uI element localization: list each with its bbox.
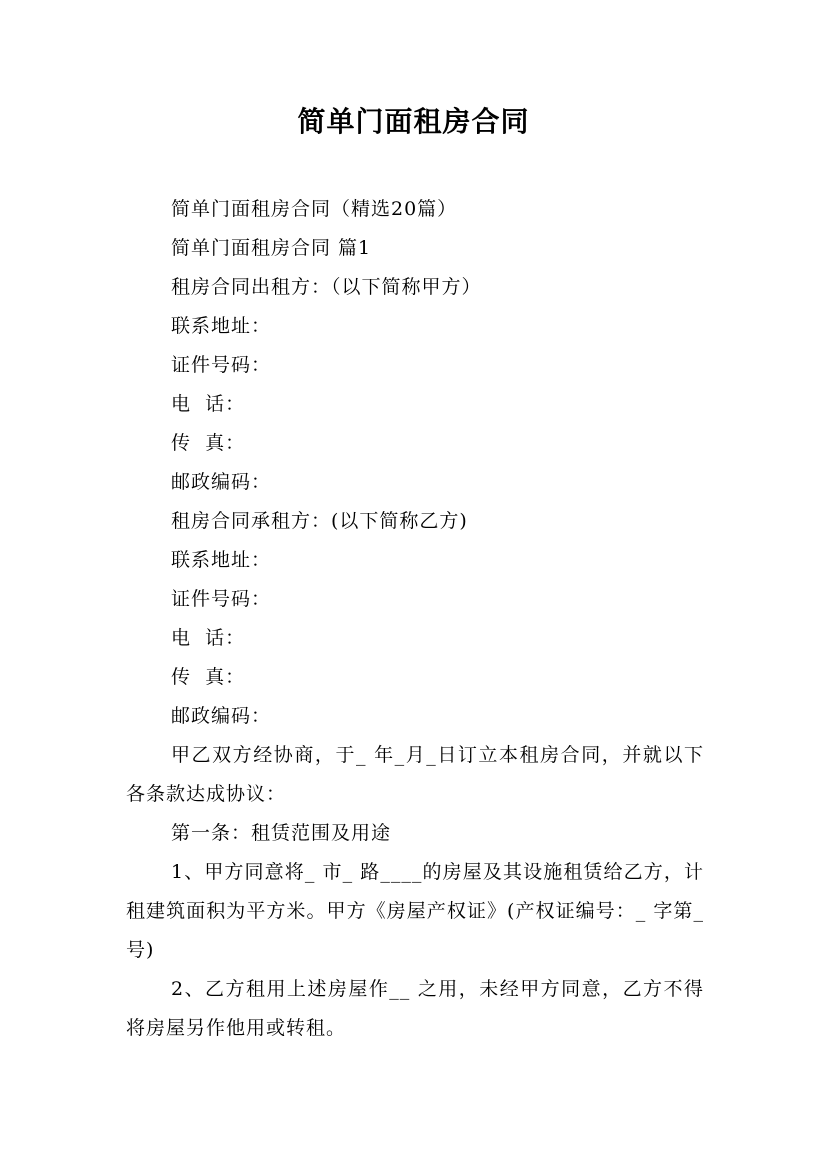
lessee-line: 租房合同承租方：(以下简称乙方) [171,510,468,532]
agreement-paragraph: 甲乙双方经协商，于_ 年_月_日订立本租房合同，并就以下各条款达成协议： [126,744,704,805]
clause-1-paragraph: 1、甲方同意将_ 市_ 路____的房屋及其设施租赁给乙方，计租建筑面积为平方米。甲方《房屋产权证》(产权证编号：_ 字第_ 号) [126,861,704,961]
subtitle-line: 简单门面租房合同（精选20篇） [171,198,458,220]
lessee-phone: 电 话： [171,627,246,649]
lessor-id-number: 证件号码： [171,354,272,376]
lessee-address: 联系地址： [171,549,272,571]
lessee-postal-code: 邮政编码： [171,705,272,727]
document-body [126,190,704,1048]
clause-2-paragraph: 2、乙方租用上述房屋作__ 之用，未经甲方同意，乙方不得将房屋另作他用或转租。 [126,978,704,1039]
document-title: 简单门面租房合同 [297,105,530,138]
lessee-fax: 传 真： [171,666,246,688]
article-one-heading: 第一条：租赁范围及用途 [171,822,392,844]
lessor-postal-code: 邮政编码： [171,471,272,493]
section-heading: 简单门面租房合同 篇1 [171,237,372,259]
lessor-fax: 传 真： [171,432,246,454]
lessor-address: 联系地址： [171,315,272,337]
lessor-line: 租房合同出租方：（以下简称甲方） [171,276,482,298]
lessee-id-number: 证件号码： [171,588,272,610]
lessor-phone: 电 话： [171,393,246,415]
